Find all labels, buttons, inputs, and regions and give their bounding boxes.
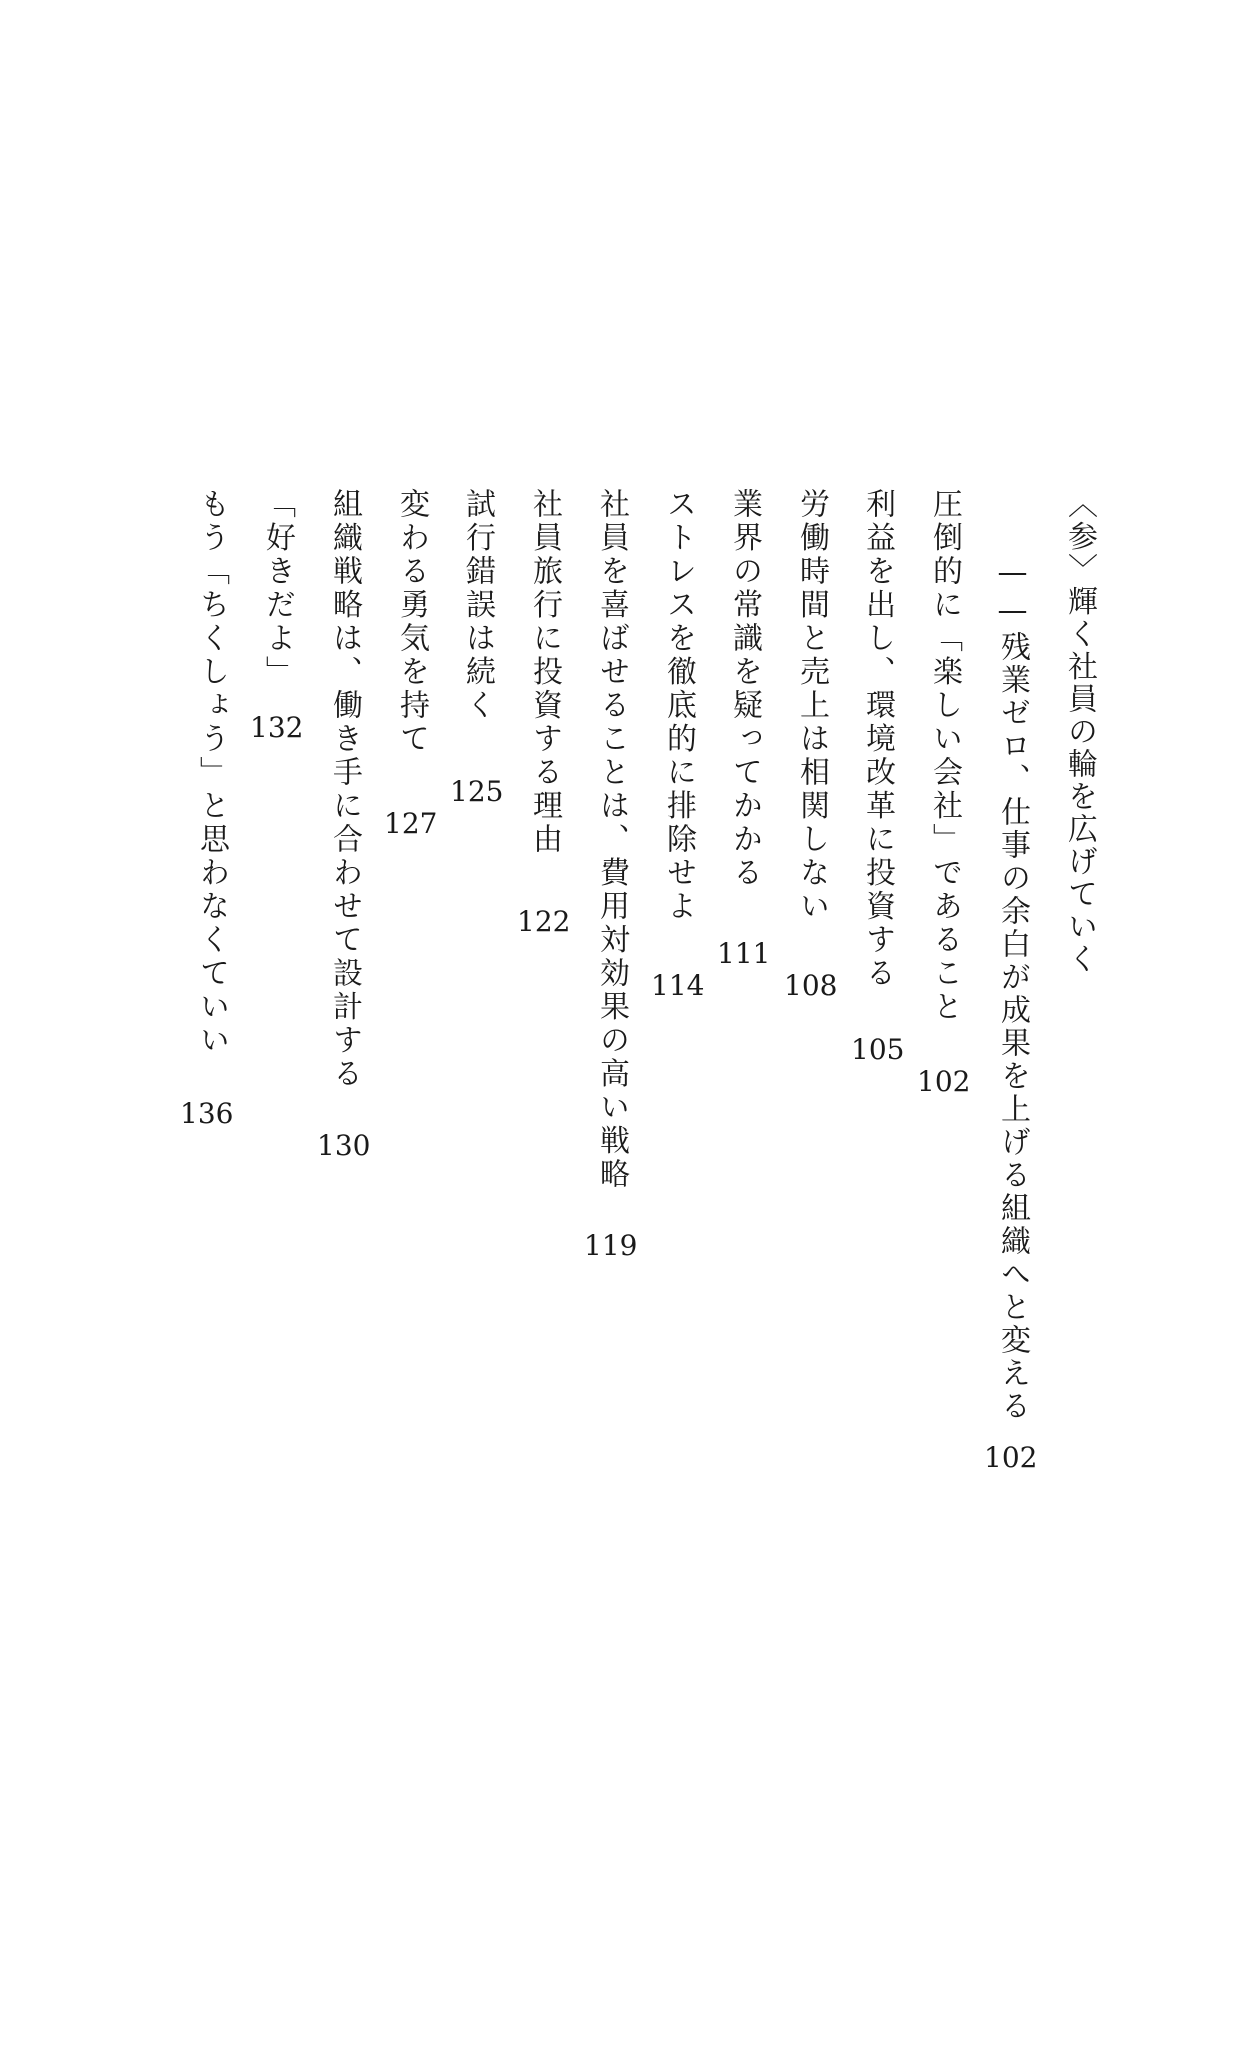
toc-entry-page: 102 (917, 1065, 971, 1098)
chapter-page-number: 102 (984, 1441, 1038, 1474)
toc-entry-title: 利益を出し、環境改革に投資する (860, 488, 895, 991)
toc-entry-title: ストレスを徹底的に排除せよ (661, 488, 696, 924)
toc-entry-page: 108 (784, 969, 838, 1002)
toc-entry-page: 119 (584, 1229, 638, 1262)
chapter-title: 〈参〉輝く社員の輪を広げていく (1062, 488, 1097, 976)
toc-entry-title: もう「ちくしょう」と思わなくていい (194, 488, 229, 1058)
toc-entry-page: 111 (717, 937, 771, 970)
toc-entry-page: 114 (651, 969, 705, 1002)
toc-entry-title: 変わる勇気を持て (394, 488, 429, 756)
toc-entry-page: 125 (450, 775, 504, 808)
toc-entry-title: 社員を喜ばせることは、費用対効果の高い戦略 (594, 488, 629, 1192)
chapter-subtitle: ——残業ゼロ、仕事の余白が成果を上げる組織へと変える (995, 555, 1030, 1423)
toc-entry-title: 組織戦略は、働き手に合わせて設計する (327, 488, 362, 1091)
toc-entry-title: 試行錯誤は続く (460, 488, 495, 723)
toc-entry-title: 「好きだよ」 (260, 488, 295, 689)
toc-entry-page: 105 (851, 1033, 905, 1066)
toc-entry-title: 業界の常識を疑ってかかる (727, 488, 762, 890)
toc-entry-title: 圧倒的に「楽しい会社」であること (927, 488, 962, 1024)
toc-entry-page: 130 (317, 1129, 371, 1162)
toc-entry-page: 127 (384, 807, 438, 840)
toc-entry-title: 社員旅行に投資する理由 (527, 488, 562, 857)
toc-entry-page: 122 (517, 905, 571, 938)
toc-entry-page: 132 (250, 711, 304, 744)
toc-entry-page: 136 (180, 1097, 234, 1130)
toc-entry-title: 労働時間と売上は相関しない (794, 488, 829, 924)
